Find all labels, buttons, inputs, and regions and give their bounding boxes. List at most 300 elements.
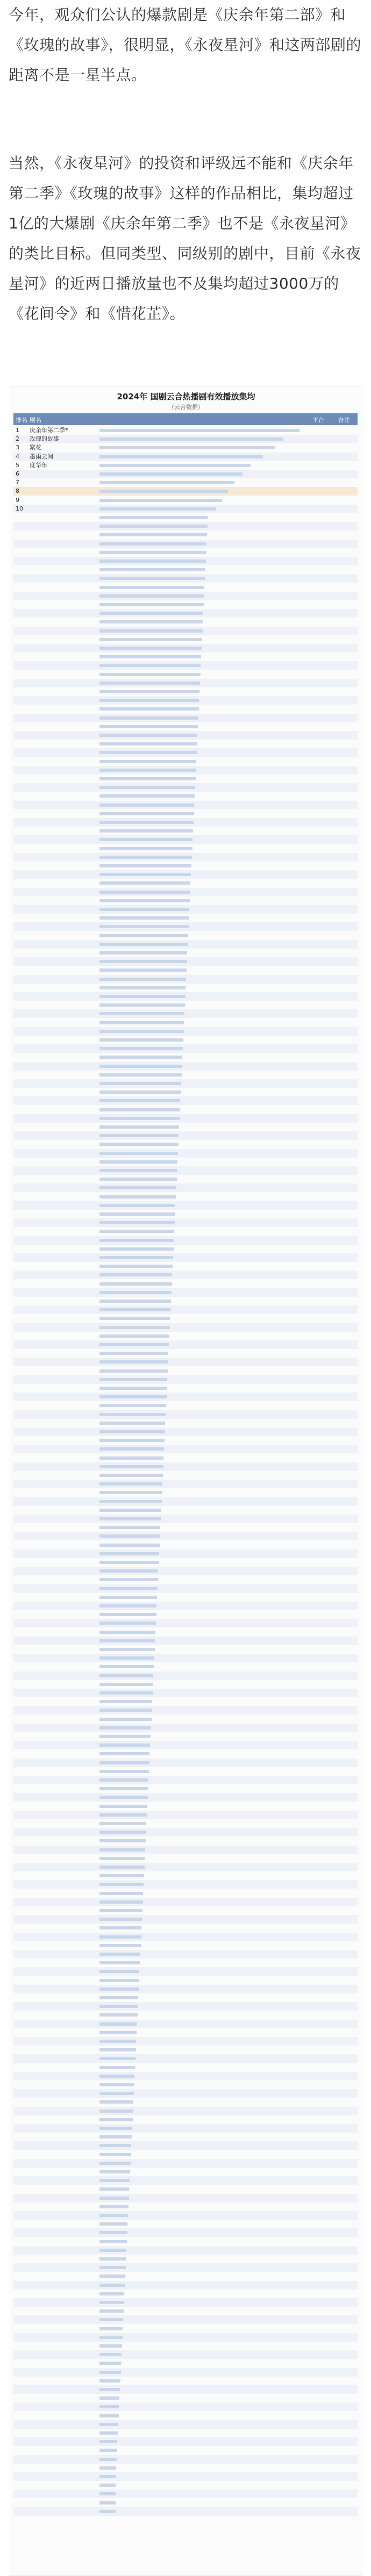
table-row [13,1541,358,1549]
row-value-bar [99,533,207,536]
row-value-bar [99,2205,129,2208]
row-value-bar [99,1108,180,1111]
row-value-bar [99,995,186,998]
table-row [13,2002,358,2011]
row-value-bar [99,2274,125,2278]
row-value-bar [99,1987,139,1991]
row-value-bar [99,1082,181,1085]
table-row [13,1471,358,1480]
row-value-bar [99,1909,142,1912]
table-row [13,1819,358,1828]
table-row [13,1706,358,1714]
table-row [13,1767,358,1776]
article-paragraph-2: 当然，《永夜星河》的投资和评级远不能和《庆余年第二季》《玫瑰的故事》这样的作品相比，集均超过1亿的大爆剧《庆余年第二季》也不是《永夜星河》的类比目标。但同类型、同级别的剧中，目前《永夜星河》的近两日播放量也不及集均超过3000万的《花间令》和《惜花芷》。 [9,154,361,322]
table-row [13,2350,358,2359]
row-value-bar [99,2170,130,2173]
row-value-bar [99,1012,184,1015]
row-value-bar [99,1683,153,1686]
table-row [13,914,358,922]
table-row [13,1610,358,1619]
row-value-bar [99,2475,116,2478]
row-value-bar [99,681,200,685]
table-row [13,1697,358,1706]
row-value-bar [99,751,197,754]
row-title: 庆余年第二季* [30,427,68,434]
row-value-bar [99,786,195,789]
table-row [13,2228,358,2237]
table-row [13,2159,358,2168]
table-row [13,2028,358,2037]
table-row [13,1759,358,1767]
row-value-bar [99,1569,158,1573]
row-value-bar [99,716,198,720]
row-value-bar [99,1743,150,1747]
article-paragraph-1: 今年，观众们公认的爆款剧是《庆余年第二部》和《玫瑰的故事》，很明显，《永夜星河》和这两部剧的距离不是一星半点。 [9,6,362,84]
row-value-bar [99,429,299,432]
table-row [13,600,358,609]
row-value-bar [99,1360,168,1364]
row-rank: 6 [16,470,19,477]
row-value-bar [99,2266,126,2269]
table-row [13,2011,358,2019]
row-value-bar [99,1544,160,1547]
table-row [13,940,358,949]
row-rank: 7 [16,479,19,486]
row-value-bar [99,1030,184,1033]
row-value-bar [99,1805,147,1808]
table-row [13,1314,358,1323]
table-row [13,1305,358,1314]
table-row [13,783,358,792]
row-value-bar [99,1056,182,1059]
table-row [13,1488,358,1497]
row-value-bar [99,881,190,885]
row-title: 墨雨云间 [30,453,53,460]
row-value-bar [99,1169,177,1172]
table-row [13,2472,358,2481]
table-note [15,2522,359,2532]
table-row [13,853,358,862]
table-row [13,757,358,766]
table-row [13,705,358,713]
row-value-bar [99,2249,126,2252]
table-row [13,1253,358,1262]
row-value-bar [99,446,275,449]
row-value-bar [99,812,194,815]
row-value-bar [99,1561,159,1564]
row-rank: 10 [16,505,23,512]
row-value-bar [99,2057,135,2060]
row-value-bar [99,2257,126,2261]
row-value-bar [99,2022,137,2026]
table-note [15,2543,359,2553]
row-value-bar [99,1265,173,1268]
row-value-bar [99,2127,132,2130]
table-row [13,1846,358,1854]
row-value-bar [99,1387,167,1390]
table-row [13,1480,358,1488]
table-row [13,1793,358,1802]
row-value-bar [99,1282,172,1286]
table-row [13,1393,358,1401]
table-row [13,1454,358,1462]
row-value-bar [99,2092,134,2095]
table-row [13,1871,358,1880]
table-row [13,557,358,565]
table-row [13,478,358,487]
table-row [13,1523,358,1532]
row-value-bar [99,1534,160,1538]
row-value-bar [99,525,208,528]
table-note [15,2532,359,2543]
table-row [13,696,358,705]
table-row [13,1027,358,1036]
table-row [13,1549,358,1558]
row-title: 繁花 [30,444,41,451]
row-value-bar [99,1761,149,1764]
row-value-bar [99,2414,119,2417]
row-value-bar [99,2510,116,2513]
table-row [13,1967,358,1976]
row-value-bar [99,847,192,850]
table-row [13,565,358,574]
table-row [13,1401,358,1410]
row-value-bar [99,1422,165,1425]
table-row [13,1689,358,1697]
table-row [13,470,358,478]
row-value-bar [99,1352,168,1355]
row-value-bar [99,1926,141,1929]
row-value-bar [99,1465,163,1468]
table-row [13,670,358,679]
row-value-bar [99,2431,118,2435]
table-row [13,2211,358,2220]
row-value-bar [99,1709,152,1712]
row-value-bar [99,2031,137,2034]
table-row [13,592,358,600]
row-value-bar [99,873,191,876]
row-rank: 3 [16,444,19,451]
row-value-bar [99,1003,185,1007]
row-value-bar [99,986,186,989]
table-row [13,1079,358,1088]
table-row [13,1375,358,1384]
table-row [13,661,358,670]
row-value-bar [99,1578,158,1581]
row-value-bar [99,551,206,554]
table-row [13,1280,358,1288]
row-value-bar [99,437,283,441]
row-value-bar [99,1334,169,1338]
table-row [13,1384,358,1393]
table-row [13,2194,358,2202]
row-value-bar [99,1979,139,1982]
row-value-bar [99,1621,156,1625]
table-row [13,1584,358,1593]
row-value-bar [99,1256,173,1259]
row-value-bar [99,1482,162,1486]
row-value-bar [99,1474,163,1477]
table-row [13,2054,358,2063]
row-value-bar [99,2179,130,2182]
table-row [13,2324,358,2333]
row-value-bar [99,1604,156,1608]
row-value-bar [99,1047,183,1050]
row-value-bar [99,1239,174,1242]
table-row [13,2333,358,2342]
table-row [13,1236,358,1245]
row-value-bar [99,1456,163,1460]
row-value-bar [99,1953,140,1956]
table-row [13,1036,358,1044]
table-row [13,1863,358,1871]
table-row [13,1271,358,1279]
table-row [13,453,358,461]
table-row [13,801,358,809]
row-value-bar [99,2344,122,2348]
table-row [13,2115,358,2124]
table-row [13,1227,358,1236]
row-value-bar [99,1308,170,1311]
table-row [13,1662,358,1671]
row-value-bar [99,2066,135,2069]
table-row [13,1332,358,1340]
row-value-bar [99,1395,167,1398]
row-value-bar [99,1439,165,1442]
table-row [13,1732,358,1741]
row-value-bar [99,2083,134,2086]
row-value-bar [99,1404,166,1407]
row-value-bar [99,2466,116,2470]
table-row [13,2429,358,2437]
table-row [13,2481,358,2489]
row-value-bar [99,1160,177,1164]
row-value-bar [99,2318,123,2321]
table-row [13,984,358,992]
table-row [13,827,358,835]
table-row [13,1001,358,1009]
row-value-bar [99,968,187,972]
row-value-bar [99,2440,117,2443]
row-value-bar [99,760,196,763]
table-row [13,2412,358,2420]
row-value-bar [99,803,194,807]
row-value-bar [99,516,208,519]
row-value-bar [99,2187,129,2191]
row-value-bar [99,951,187,955]
table-row [13,426,358,435]
row-value-bar [99,577,205,580]
table-row [13,1741,358,1749]
table-title: 2024年 国剧云合热播剧有效播放集均 [117,392,255,401]
table-row [13,1323,358,1332]
table-row [13,1462,358,1471]
row-value-bar [99,1413,166,1416]
row-value-bar [99,1631,155,1634]
table-row [13,1802,358,1811]
table-row [13,792,358,800]
table-row [13,1628,358,1637]
row-value-bar [99,1961,140,1964]
table-row [13,1811,358,1819]
row-title: 度华年 [30,461,47,469]
table-row [13,1497,358,1506]
row-value-bar [99,1735,151,1738]
table-row [13,2290,358,2298]
row-value-bar [99,1796,148,1799]
row-value-bar [99,1317,170,1320]
table-row [13,1715,358,1724]
row-value-bar [99,934,188,937]
table-row [13,905,358,914]
table-row [13,1131,358,1140]
row-value-bar [99,925,189,928]
table-row [13,2394,358,2402]
table-row [13,722,358,731]
row-value-bar [99,1700,152,1703]
table-row [13,1993,358,2002]
row-value-bar [99,638,202,641]
row-value-bar [99,1369,168,1373]
row-value-bar [99,1526,160,1529]
row-value-bar [99,1099,180,1102]
table-row [13,931,358,940]
row-value-bar [99,1935,141,1939]
table-row [13,687,358,696]
row-value-bar [99,1970,139,1973]
row-value-bar [99,1865,145,1869]
table-row [13,1071,358,1079]
row-value-bar [99,794,195,798]
table-row [13,1836,358,1845]
table-row [13,966,358,974]
table-row [13,2202,358,2211]
row-value-bar [99,655,201,658]
row-value-bar [99,2371,121,2374]
header-rank: 排名 [16,417,27,424]
row-value-bar [99,1874,144,1877]
row-value-bar [99,1230,174,1233]
table-row [13,1958,358,1967]
row-value-bar [99,2379,120,2383]
table-row [13,2063,358,2072]
table-row [13,2098,358,2106]
row-value-bar [99,2040,136,2043]
table-row [13,1906,358,1915]
table-row [13,1985,358,1993]
row-value-bar [99,699,199,702]
row-value-bar [99,821,194,824]
table-row [13,435,358,443]
table-row [13,513,358,522]
table-row [13,1106,358,1114]
table-row [13,2385,358,2394]
row-value-bar [99,2153,131,2156]
row-value-bar [99,481,234,484]
row-value-bar [99,1291,172,1294]
row-value-bar [99,1648,155,1651]
table-row [13,1288,358,1297]
table-row [13,809,358,818]
row-value-bar [99,1134,179,1137]
row-value-bar [99,559,206,563]
table-row [13,1262,358,1271]
row-value-bar [99,586,204,589]
table-row [13,461,358,470]
table-row [13,2437,358,2446]
row-value-bar [99,1500,162,1503]
table-row [13,1183,358,1192]
row-value-bar [99,1857,145,1860]
table-row [13,2507,358,2516]
row-value-bar [99,629,203,633]
table-row [13,1637,358,1645]
row-value-bar [99,838,192,841]
table-row [13,2089,358,2098]
row-value-bar [99,472,242,476]
table-row [13,1193,358,1201]
table-row [13,2176,358,2185]
row-value-bar [99,2501,116,2505]
row-value-bar [99,2492,116,2495]
row-value-bar [99,891,190,894]
row-value-bar [99,734,197,737]
row-value-bar [99,673,201,676]
row-value-bar [99,1718,152,1721]
table-row [13,731,358,740]
row-rank: 4 [16,453,19,460]
table-row [13,1889,358,1898]
row-value-bar [99,2100,133,2104]
table-row [13,1654,358,1662]
row-value-bar [99,1186,176,1189]
table-row [13,766,358,774]
table-row [13,1367,358,1375]
table-row [13,714,358,722]
table-row [13,2464,358,2472]
table-row [13,1140,358,1149]
table-row [13,2237,358,2246]
row-value-bar [99,978,186,981]
table-row [13,574,358,583]
table-row [13,2315,358,2324]
table-header [13,413,358,425]
table-row [13,1009,358,1018]
table-row [13,487,358,496]
table-row [13,2446,358,2455]
row-value-bar [99,1221,175,1224]
table-row [13,2342,358,2350]
header-note: 备注 [338,417,350,424]
table-row [13,774,358,783]
row-value-bar [99,1273,172,1276]
row-value-bar [99,1343,169,1346]
row-value-bar [99,1787,148,1790]
row-value-bar [99,1204,175,1207]
row-value-bar [99,2144,131,2147]
row-value-bar [99,2284,125,2287]
table-row [13,1950,358,1958]
row-value-bar [99,499,222,502]
row-value-bar [99,1247,174,1251]
table-row [13,2420,358,2429]
table-row [13,530,358,539]
table-row [13,740,358,748]
table-row [13,748,358,757]
row-value-bar [99,1892,143,1895]
row-value-bar [99,1883,144,1886]
row-value-bar [99,1073,182,1077]
